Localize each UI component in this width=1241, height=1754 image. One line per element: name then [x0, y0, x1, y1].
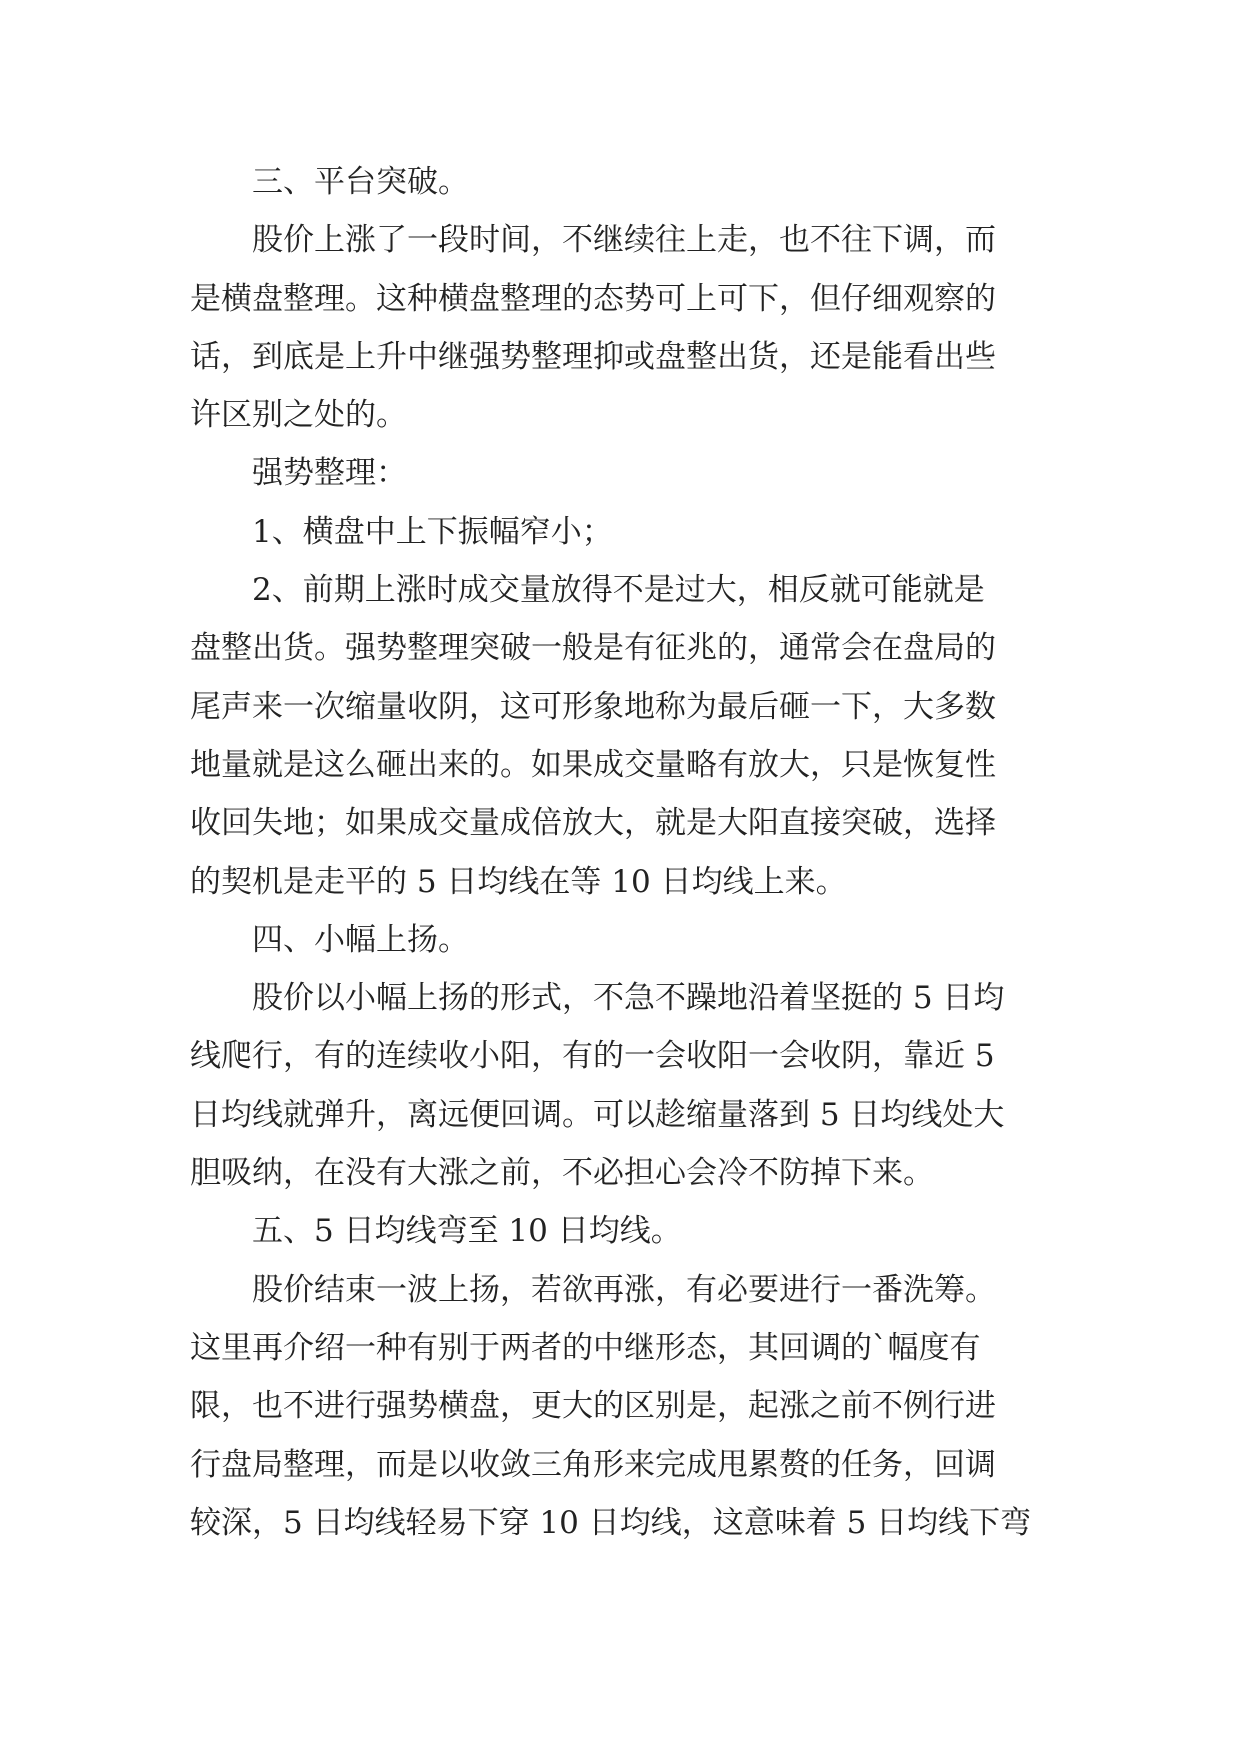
text-line: 五、5 日均线弯至 10 日均线。	[252, 1213, 682, 1250]
text-line: 较深，5 日均线轻易下穿 10 日均线，这意味着 5 日均线下弯	[190, 1504, 1032, 1541]
paragraph-small-rise	[190, 969, 1052, 1202]
text-line: 1、横盘中上下振幅窄小；	[252, 513, 613, 550]
text-line: 强势整理：	[252, 455, 407, 492]
text-line: 股价以小幅上扬的形式，不急不躁地沿着坚挺的 5 日均	[252, 980, 1005, 1017]
text-line: 是横盘整理。这种横盘整理的态势可上可下，但仔细观察的	[190, 280, 996, 317]
heading-strong-consolidation	[190, 444, 1052, 502]
text-line: 四、小幅上扬。	[252, 921, 469, 958]
heading-platform-breakout	[190, 153, 1052, 211]
text-line: 这里再介绍一种有别于两者的中继形态，其回调的`幅度有	[190, 1329, 981, 1366]
text-line: 许区别之处的。	[190, 397, 407, 434]
paragraph-sideways-consolidation	[190, 211, 1052, 444]
heading-ma5-to-ma10	[190, 1202, 1052, 1260]
text-line: 话，到底是上升中继强势整理抑或盘整出货，还是能看出些	[190, 338, 996, 375]
text-line: 盘整出货。强势整理突破一般是有征兆的，通常会在盘局的	[190, 630, 996, 667]
list-item-2	[190, 561, 1052, 911]
text-line: 的契机是走平的 5 日均线在等 10 日均线上来。	[190, 863, 847, 900]
text-line: 尾声来一次缩量收阴，这可形象地称为最后砸一下，大多数	[190, 688, 996, 725]
text-line: 行盘局整理，而是以收敛三角形来完成甩累赘的任务，回调	[190, 1446, 996, 1483]
text-line: 三、平台突破。	[252, 164, 469, 200]
text-line: 日均线就弹升，离远便回调。可以趁缩量落到 5 日均线处大	[190, 1096, 1005, 1133]
text-line: 股价上涨了一段时间，不继续往上走，也不往下调，而	[252, 222, 996, 259]
text-line: 股价结束一波上扬，若欲再涨，有必要进行一番洗筹。	[252, 1271, 996, 1308]
text-line: 胆吸纳，在没有大涨之前，不必担心会冷不防掉下来。	[190, 1155, 934, 1192]
text-line: 线爬行，有的连续收小阳，有的一会收阳一会收阴，靠近 5	[190, 1038, 995, 1075]
text-line: 2、前期上涨时成交量放得不是过大，相反就可能就是	[252, 572, 985, 609]
text-line: 收回失地；如果成交量成倍放大，就是大阳直接突破，选择	[190, 805, 996, 842]
document-body	[190, 153, 1052, 1552]
text-line: 地量就是这么砸出来的。如果成交量略有放大，只是恢复性	[190, 746, 996, 783]
paragraph-ma5-to-ma10	[190, 1261, 1052, 1552]
text-line: 限，也不进行强势横盘，更大的区别是，起涨之前不例行进	[190, 1388, 996, 1425]
list-item-1	[190, 503, 1052, 561]
heading-small-rise	[190, 911, 1052, 969]
